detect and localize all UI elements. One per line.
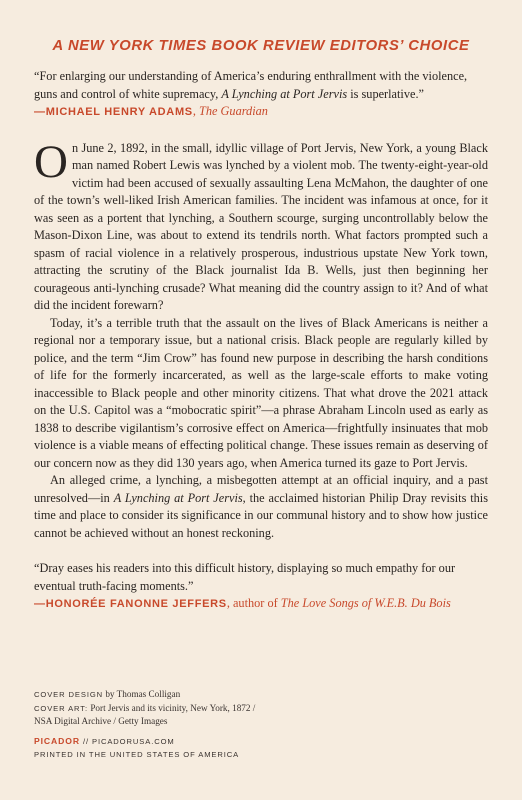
- drop-cap: O: [34, 135, 68, 188]
- jeffers-quote: “Dray eases his readers into this difficult history, displaying so much empathy for our eventual truth-facing moments.”: [34, 561, 456, 593]
- cover-art-label: COVER ART:: [34, 703, 89, 713]
- attribution-source: The Guardian: [199, 104, 268, 118]
- attribution-name: MICHAEL HENRY ADAMS: [45, 106, 193, 118]
- attribution-separator: ,: [192, 104, 200, 118]
- paragraph-1-text: n June 2, 1892, in the small, idyllic village of Port Jervis, New York, a young Black man named Robert Lewis was lynched by a violent mob. The twenty-eight-year-old victim had been accused of sexually assaulting Lena McMahon, the daughter of one of the town’s well-liked Irish American families. The incident was infamous at once, for it was seen as a portent that lynching, a Southern scourge, surging uncontrollably below the Mason-Dixon Line, was about to extend its tendrils north. What factors prompted such a spasm of racial violence in a relatively prosperous, industrious upstate New York town, attracting the scrutiny of the Black journalist Ida B. Wells, just then beginning her courageous anti-lynching crusade? What meaning did the country assign to it? And of what did the incident forewarn?: [34, 140, 488, 312]
- cover-credits: [34, 688, 255, 762]
- editors-choice-banner: A NEW YORK TIMES BOOK REVIEW EDITORS’ CHOICE: [52, 38, 470, 54]
- description-paragraph-1: [34, 135, 488, 315]
- guardian-quote: [34, 68, 488, 103]
- description-paragraph-3: [34, 472, 488, 542]
- guardian-attribution: [34, 103, 488, 122]
- description-body: [34, 135, 488, 543]
- cover-design-label: COVER DESIGN: [34, 690, 104, 699]
- attribution-dash: —: [34, 106, 46, 118]
- cover-art-credit: [34, 702, 255, 716]
- paragraph-3-post: , the acclaimed historian Philip Dray revisits this time and place to consider its significance in our communal history and to show how justice cannot be achieved without an honest reckoning.: [34, 490, 488, 540]
- cover-design-credit: [34, 688, 255, 702]
- cover-design-value: by Thomas Colligan: [103, 689, 181, 699]
- paragraph-3-book-title: A Lynching at Port Jervis: [113, 490, 243, 505]
- barcode-area: [364, 694, 500, 782]
- jeffers-attribution: [34, 595, 488, 614]
- jeffers-book-title: The Love Songs of W.E.B. Du Bois: [280, 596, 451, 610]
- jeffers-dash: —: [34, 598, 46, 610]
- paragraph-3-pre: An alleged crime, a lynching, a misbegotten attempt at an official inquiry, and a past unresolved—in: [34, 473, 488, 505]
- publisher-name: PICADOR: [34, 735, 80, 746]
- jeffers-name: HONORÉE FANONNE JEFFERS: [45, 598, 227, 610]
- cover-art-credit-2: NSA Digital Archive / Getty Images: [34, 716, 168, 727]
- description-paragraph-2: Today, it’s a terrible truth that the assault on the lives of Black Americans is neither a regional nor a temporary issue, but a national crisis. Black people are regularly killed by police, and the term “Jim Crow” has found new purpose in describing the harsh conditions of life for the formerly incarcerated, as well as the large-scale efforts to make voting inaccessible to Black people and other minority citizens. That what drove the 2021 attack on the U.S. Capitol was a “mobocratic spirit”—a phrase Abraham Lincoln used as early as 1838 to describe vigilantism’s corrosive effect on America—frightfully insinuates that mob violence is a viable means of effecting political change. These issues remain as deserving of our concern now as they did 130 years ago, when America turned its gaze to Port Jervis.: [34, 315, 488, 470]
- jeffers-author-of: , author of: [226, 596, 281, 610]
- publisher-url: // PICADORUSA.COM: [79, 736, 175, 746]
- guardian-quote-pre: “For enlarging our understanding of America’s enduring enthrallment with the violence, guns and control of white supremacy,: [34, 69, 468, 101]
- guardian-quote-post: is superlative.”: [347, 86, 424, 101]
- printed-in-line: PRINTED IN THE UNITED STATES OF AMERICA: [34, 750, 240, 760]
- cover-art-value-1: Port Jervis and its vicinity, New York, 1872 /: [88, 702, 256, 713]
- publisher-line: [34, 735, 255, 749]
- guardian-quote-book-title: A Lynching at Port Jervis: [221, 86, 348, 101]
